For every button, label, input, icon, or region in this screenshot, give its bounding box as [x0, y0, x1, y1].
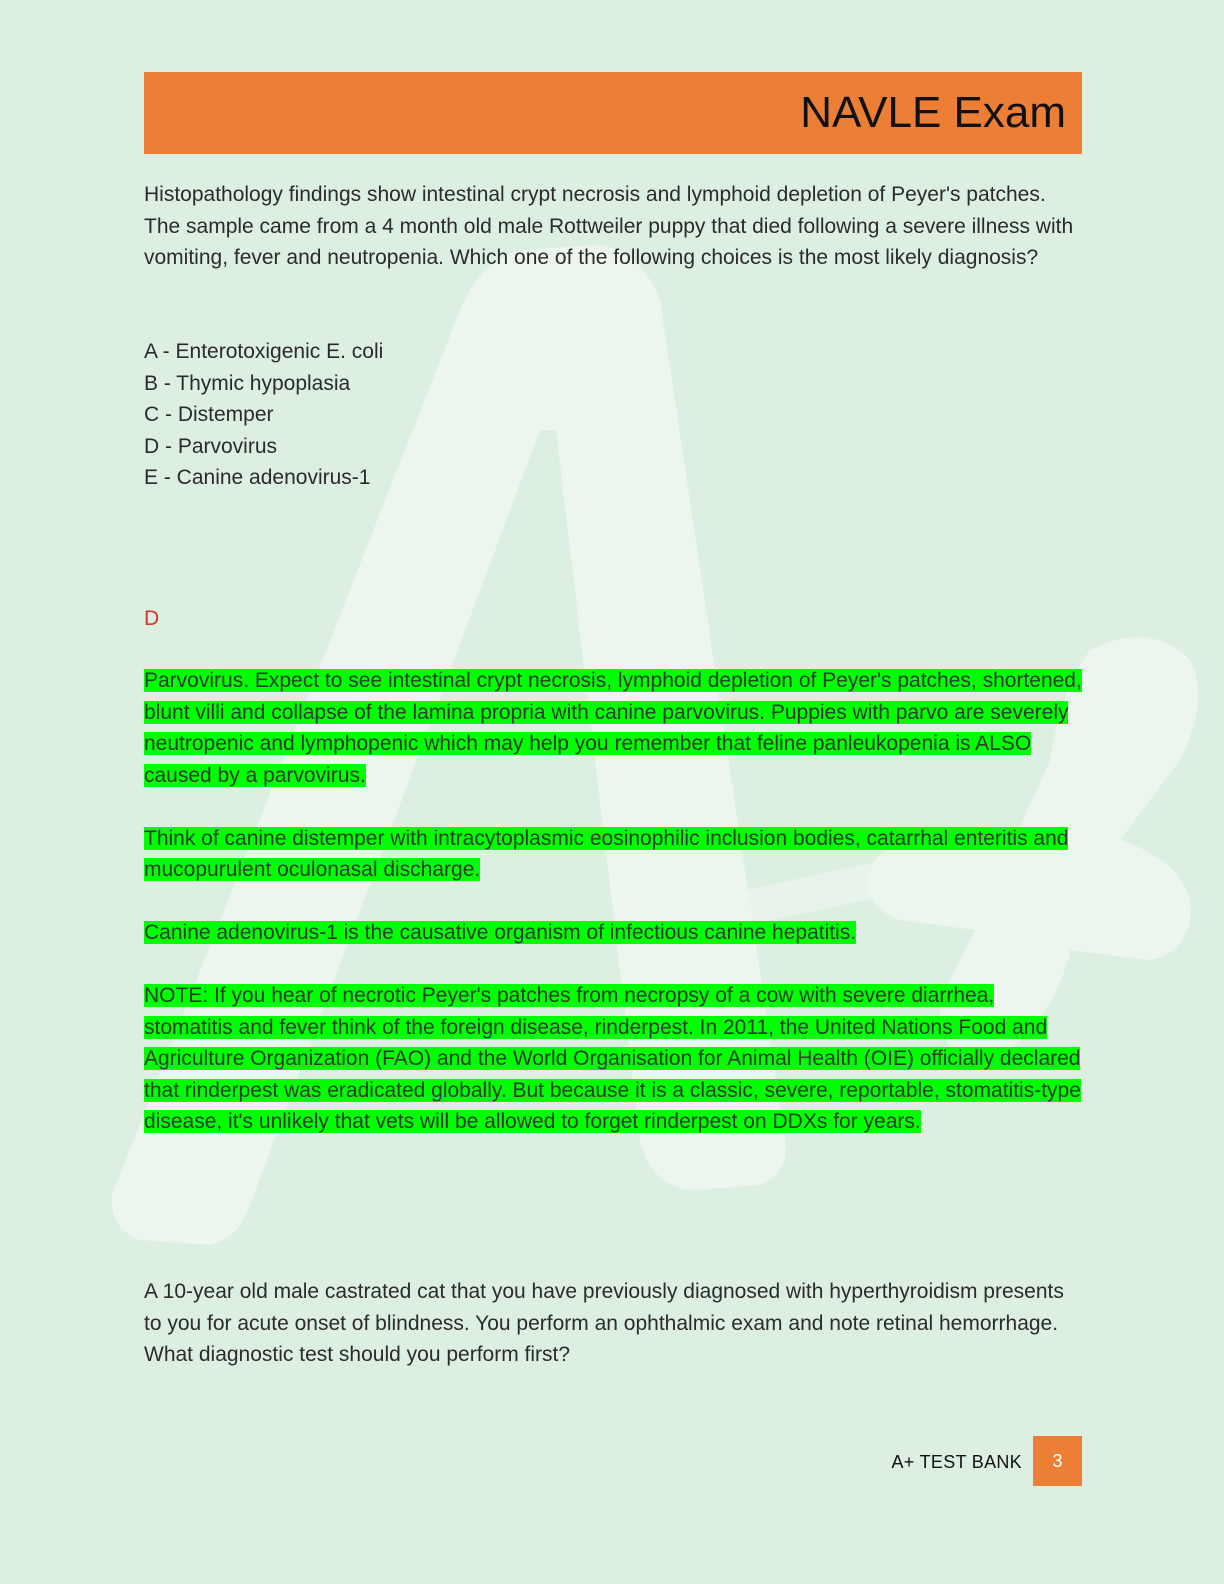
question-text: Histopathology findings show intestinal crypt necrosis and lymphoid depletion of Peyer's patches. The sample came from a 4 month old male Rottweiler puppy that died following a severe illness with vomiting, fever and neutropenia. Which one of the following choices is the most likely diagnosis?: [144, 183, 1074, 269]
option-a: A - Enterotoxigenic E. coli: [144, 340, 384, 363]
explanation: [144, 665, 1084, 1138]
explanation-adenovirus: Canine adenovirus-1 is the causative organism of infectious canine hepatitis.: [144, 921, 857, 944]
answer-key: [144, 603, 1084, 635]
option-d: D - Parvovirus: [144, 434, 278, 458]
question-2-text: A 10-year old male castrated cat that you have previously diagnosed with hyperthyroidism presents to you for acute onset of blindness. You perform an ophthalmic exam and note retinal hemorrhage. What diagnostic test should you perform first?: [144, 1280, 1064, 1366]
question-1: [144, 179, 1084, 274]
page-number-badge: [1033, 1436, 1082, 1486]
answer-options: [144, 336, 1084, 494]
explanation-parvovirus: Parvovirus. Expect to see intestinal crypt necrosis, lymphoid depletion of Peyer's patches, shortened, blunt villi and collapse of the lamina propria with canine parvovirus. Puppies with parvo are severely neutropenic and lymphopenic which may help you remember that feline panleukopenia is ALSO caused by a parvovirus.: [144, 669, 1082, 787]
explanation-distemper: Think of canine distemper with intracytoplasmic eosinophilic inclusion bodies, catarrhal enteritis and mucopurulent oculonasal discharge.: [144, 826, 1069, 881]
footer-label: A+ TEST BANK: [891, 1452, 1022, 1472]
question-2: [144, 1276, 1084, 1371]
page-title: NAVLE Exam: [800, 88, 1066, 137]
explanation-note-rinderpest: NOTE: If you hear of necrotic Peyer's patches from necropsy of a cow with severe diarrhea, stomatitis and fever think of the foreign disease, rinderpest. In 2011, the United Nations Food and Agriculture Organization (FAO) and the World Organisation for Animal Health (OIE) officially declared that rinderpest was eradicated globally. But because it is a classic, severe, reportable, stomatitis-type disease, it's unlikely that vets will be allowed to forget rinderpest on DDXs for years.: [144, 984, 1081, 1133]
option-b: B - Thymic hypoplasia: [144, 371, 351, 395]
header-bar: [144, 72, 1082, 154]
option-e: E - Canine adenovirus-1: [144, 466, 371, 489]
correct-answer: D: [144, 607, 160, 630]
page-number: 3: [1052, 1450, 1063, 1471]
option-c: C - Distemper: [144, 403, 274, 426]
